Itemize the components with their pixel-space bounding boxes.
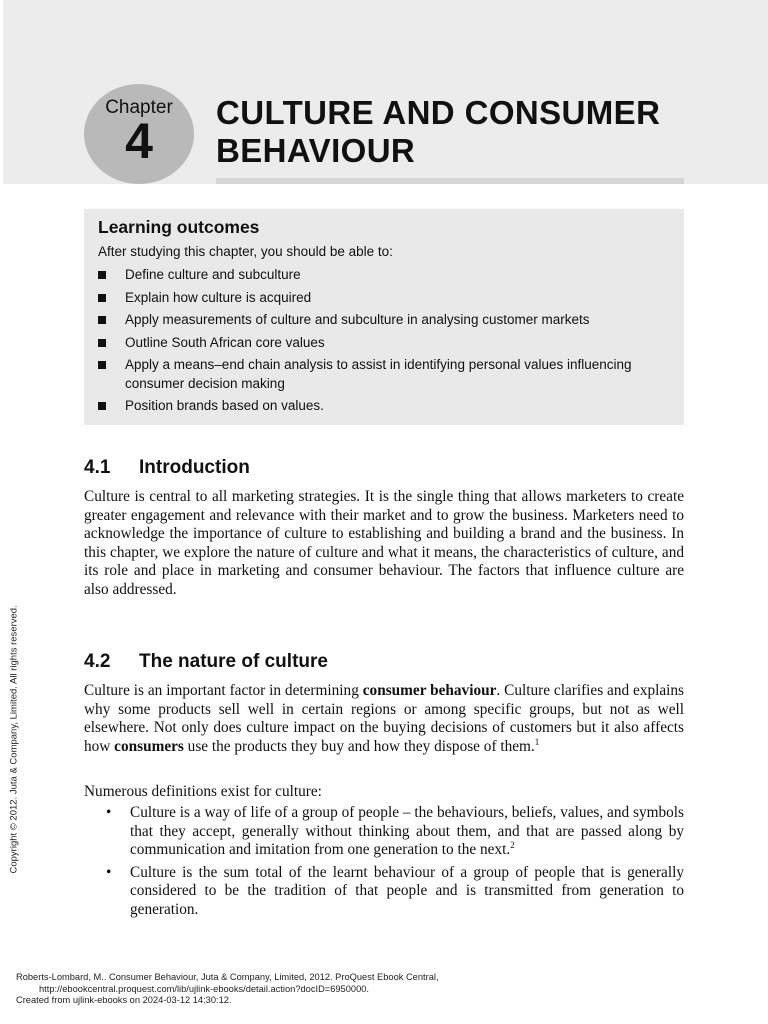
bullet-icon: • [106,804,112,821]
footer-citation: Roberts-Lombard, M.. Consumer Behaviour, Juta & Company, Limited, 2012. ProQuest Ebook Central, [16,972,439,982]
footer-url: http://ebookcentral.proquest.com/lib/ujlink-ebooks/detail.action?docID=6950000. [39,983,369,994]
square-bullet-icon [98,361,106,369]
header-rule [216,178,684,184]
chapter-badge [84,84,194,184]
chapter-title [216,94,686,170]
definition-text: Culture is the sum total of the learnt behaviour of a group of people that is generally considered to be the tradition of that people and is transmitted from generation to generation. [130,863,684,918]
square-bullet-icon [98,316,106,324]
outcome-text: Apply a means–end chain analysis to assist in identifying personal values influencing consumer decision making [125,357,632,391]
list-item [98,289,678,308]
list-item [84,804,684,860]
outcome-text: Position brands based on values. [125,398,324,413]
section-heading-nature-of-culture [84,651,328,673]
list-item [84,864,684,920]
side-copyright-notice: Copyright © 2012. Juta & Company, Limited. All rights reserved. [8,605,20,874]
key-term-consumers: consumers [114,737,184,755]
definitions-list [84,804,684,924]
learning-outcomes-heading: Learning outcomes [98,217,260,237]
chapter-title-line2: BEHAVIOUR [216,132,416,169]
learning-outcomes-list [98,266,678,420]
square-bullet-icon [98,339,106,347]
section-title: The nature of culture [139,651,328,672]
learning-outcomes-intro: After studying this chapter, you should be able to: [98,244,393,259]
section-title: Introduction [139,457,250,478]
list-item [98,266,678,285]
list-item [98,356,678,393]
page-footer [16,972,439,1007]
nature-paragraph: Culture is an important factor in determining consumer behaviour. Culture clarifies and explains why some products sell well in certain regions or among specific groups, but not as well elsewhere. Not only does culture impact on the buying decisions of customers but it also affects how consumers use the products they buy and how they dispose of them.$^1$ [84,682,685,755]
definitions-intro: Numerous definitions exist for culture: [84,783,322,800]
chapter-title-line1: CULTURE AND CONSUMER [216,94,661,131]
section-heading-introduction [84,457,250,479]
outcome-text: Apply measurements of culture and subculture in analysing customer markets [125,312,590,327]
learning-outcomes-box [84,209,684,425]
square-bullet-icon [98,271,106,279]
intro-paragraph: Culture is central to all marketing strategies. It is the single thing that allows marketers to create greater engagement and relevance with their market and to grow the business. Marketers need to acknowledge the importance of culture to establishing and building a brand and the business. In this chapter, we explore the nature of culture and what it means, the characteristics of culture, and its role and place in marketing and consumer behaviour. The factors that influence culture are also addressed. [84,488,684,598]
square-bullet-icon [98,294,106,302]
chapter-number: 4 [125,113,153,169]
outcome-text: Explain how culture is acquired [125,289,312,305]
list-item [98,397,678,416]
outcome-text: Define culture and subculture [125,267,301,282]
list-item [98,334,678,353]
footnote-ref: 1 [534,736,540,747]
outcome-text: Outline South African core values [125,334,325,350]
bullet-icon: • [106,863,112,881]
key-term-consumer-behaviour: consumer behaviour [362,682,497,699]
definition-text: Culture is a way of life of a group of people – the behaviours, beliefs, values, and symbols that they accept, generally without thinking about them, and that are passed along by communication and imitation from one generation to the next. [130,804,684,859]
list-item [98,311,678,330]
square-bullet-icon [98,402,106,410]
section-number: 4.2 [84,651,111,672]
footnote-ref: 2 [510,840,515,851]
chapter-label: Chapter [105,97,173,118]
footer-created: Created from ujlink-ebooks on 2024-03-12 14:30:12. [16,995,232,1005]
section-number: 4.1 [84,457,111,478]
